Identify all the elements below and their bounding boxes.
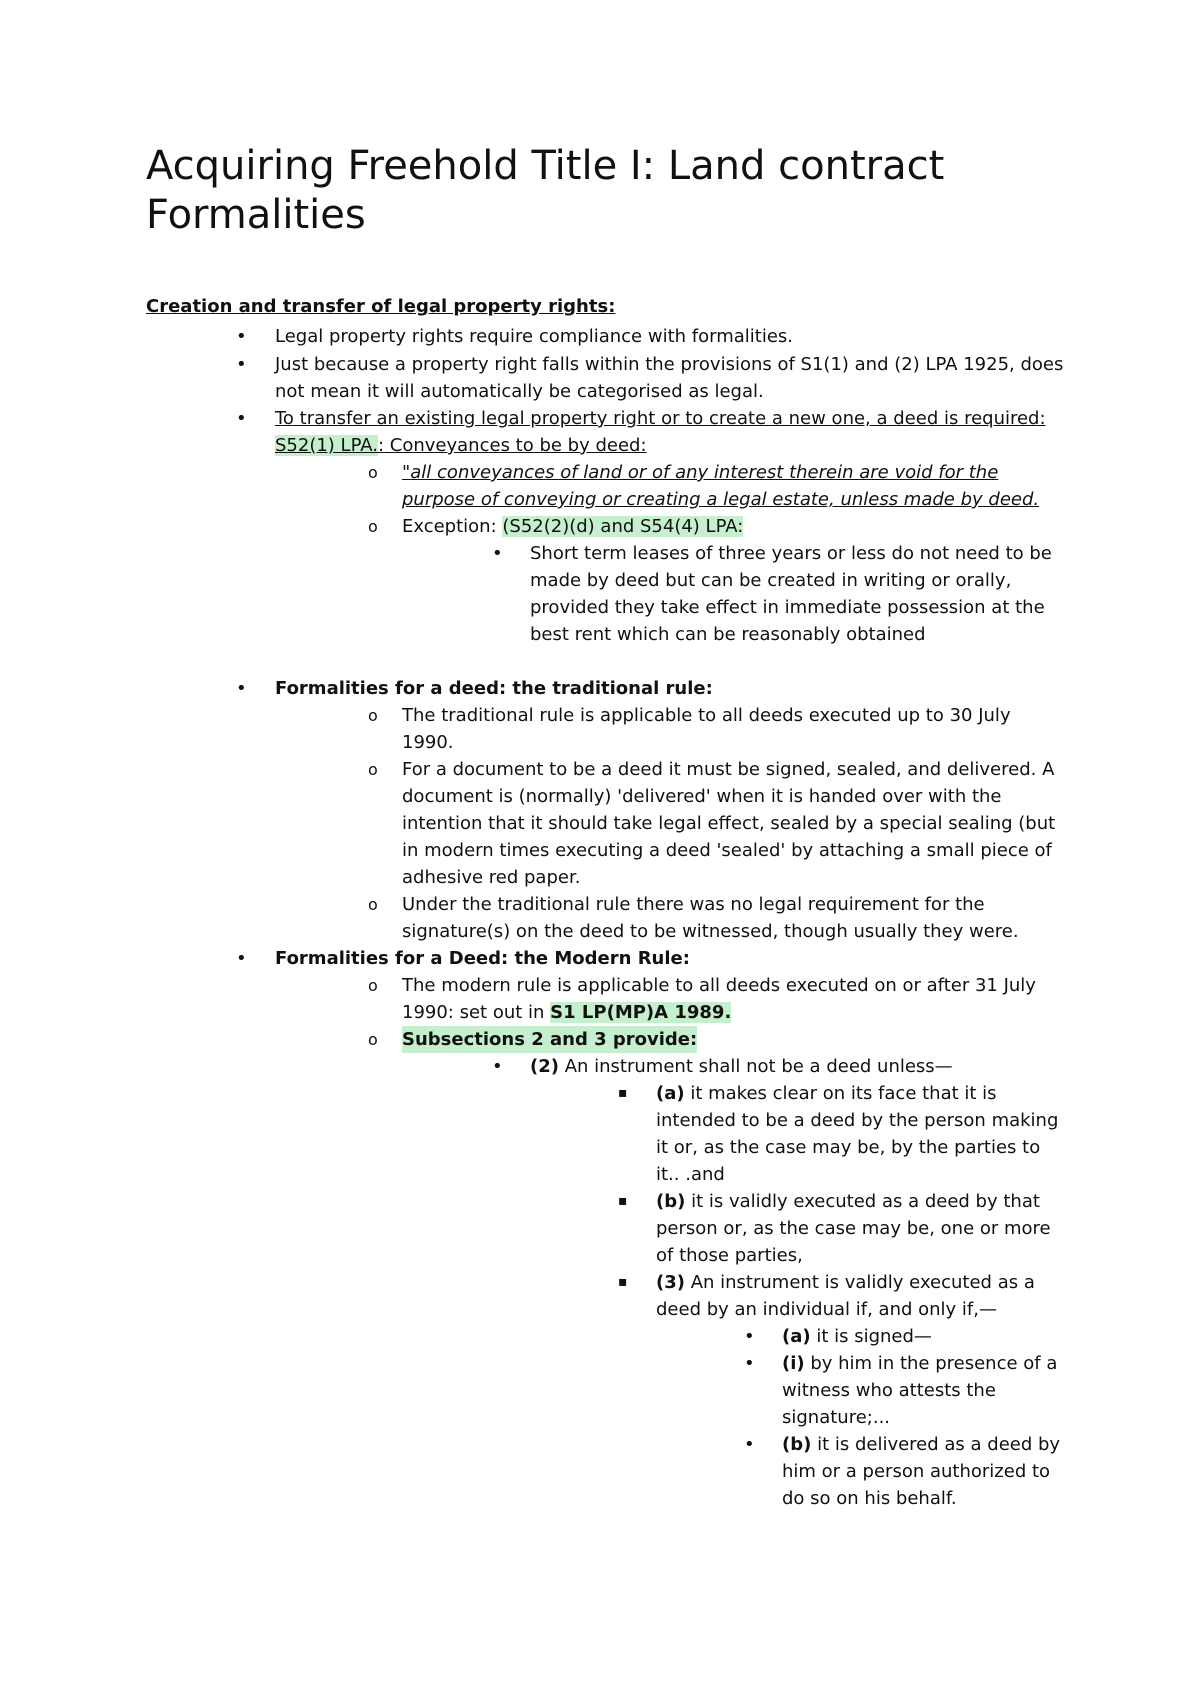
text-span: by him in the presence of a [804,1353,1058,1374]
text-line: signature(s) on the deed to be witnessed, though usually they were. [402,921,1019,942]
text-line: it.. .and [656,1164,725,1185]
text-span: 1990: set out in [402,1002,551,1023]
text-span: it is signed— [810,1326,932,1347]
statute-reference: (S52(2)(d) and S54(4) LPA: [502,516,744,537]
bullet-square: ▪ [618,1085,628,1101]
bullet-dot: • [236,326,247,347]
text-line: document is (normally) 'delivered' when it is handed over with the [402,786,1002,807]
quotation-line: "all conveyances of land or of any interest therein are void for the [402,462,999,483]
statute-reference: S52(1) LPA. [275,435,378,456]
text-span: An instrument is validly executed as a [684,1272,1035,1293]
text-line: in modern times executing a deed 'sealed' by attaching a small piece of [402,840,1052,861]
bullet-dot: • [492,543,503,564]
text-line: Short term leases of three years or less do not need to be [530,543,1052,564]
text-line: it or, as the case may be, by the parties to [656,1137,1041,1158]
clause-number: (2) [530,1056,559,1077]
text-line [402,513,743,540]
bullet-dot: • [744,1353,755,1374]
text-line: 1990. [402,732,454,753]
text-line [782,1350,1057,1377]
text-line: The modern rule is applicable to all deeds executed on or after 31 July [402,975,1036,996]
bullet-dot: • [236,354,247,375]
bullet-dot: • [744,1326,755,1347]
text-line: To transfer an existing legal property right or to create a new one, a deed is required: [275,408,1046,429]
text-line [402,999,731,1026]
clause-number: (b) [782,1434,812,1455]
text-line: Just because a property right falls within the provisions of S1(1) and (2) LPA 1925, does [275,354,1064,375]
text-line [656,1188,1040,1215]
text-span: it is validly executed as a deed by that [685,1191,1040,1212]
text-line: best rent which can be reasonably obtained [530,624,926,645]
bullet-circle: o [368,760,378,779]
text-span: : Conveyances to be by deed: [378,435,647,456]
subheading-line: Subsections 2 and 3 provide: [402,1026,697,1053]
text-span: it is delivered as a deed by [811,1434,1061,1455]
bullet-circle: o [368,463,378,482]
text-line: The traditional rule is applicable to all deeds executed up to 30 July [402,705,1011,726]
clause-number: (i) [782,1353,805,1374]
text-line: signature;... [782,1407,891,1428]
text-line: witness who attests the [782,1380,996,1401]
bullet-square: ▪ [618,1193,628,1209]
text-line [656,1269,1035,1296]
text-line: provided they take effect in immediate possession at the [530,597,1045,618]
text-span: it makes clear on its face that it is [684,1083,997,1104]
bullet-circle: o [368,517,378,536]
bullet-circle: o [368,1030,378,1049]
text-line: person or, as the case may be, one or more [656,1218,1051,1239]
statute-reference: S1 LP(MP)A 1989. [550,1002,732,1023]
text-line: Under the traditional rule there was no legal requirement for the [402,894,985,915]
text-span: Exception: [402,516,503,537]
subheading-line: Formalities for a deed: the traditional rule: [275,678,713,699]
section-heading: Creation and transfer of legal property rights: [146,296,616,317]
text-line: not mean it will automatically be categorised as legal. [275,381,764,402]
bullet-dot: • [236,408,247,429]
text-line [782,1323,932,1350]
text-line: Legal property rights require compliance with formalities. [275,326,793,347]
clause-number: (3) [656,1272,685,1293]
text-line: of those parties, [656,1245,803,1266]
text-line: intended to be a deed by the person making [656,1110,1059,1131]
text-line: deed by an individual if, and only if,— [656,1299,997,1320]
text-line: intention that it should take legal effect, sealed by a special sealing (but [402,813,1056,834]
text-line [656,1080,997,1107]
bullet-square: ▪ [618,1274,628,1290]
text-line: do so on his behalf. [782,1488,957,1509]
page-title: Acquiring Freehold Title I: Land contract Formalities [146,143,945,238]
text-line: adhesive red paper. [402,867,581,888]
bullet-circle: o [368,706,378,725]
text-line [782,1431,1060,1458]
clause-number: (a) [782,1326,811,1347]
bullet-dot: • [744,1434,755,1455]
bullet-dot: • [236,948,247,969]
text-line [275,432,647,459]
text-line [530,1053,953,1080]
bullet-circle: o [368,976,378,995]
text-line: him or a person authorized to [782,1461,1051,1482]
text-line: made by deed but can be created in writing or orally, [530,570,1012,591]
bullet-circle: o [368,895,378,914]
text-line: For a document to be a deed it must be signed, sealed, and delivered. A [402,759,1055,780]
bullet-dot: • [236,678,247,699]
clause-number: (a) [656,1083,685,1104]
quotation-line: purpose of conveying or creating a legal estate, unless made by deed. [402,489,1040,510]
clause-number: (b) [656,1191,686,1212]
text-span: An instrument shall not be a deed unless— [558,1056,953,1077]
subheading-line: Formalities for a Deed: the Modern Rule: [275,948,690,969]
bullet-dot: • [492,1056,503,1077]
